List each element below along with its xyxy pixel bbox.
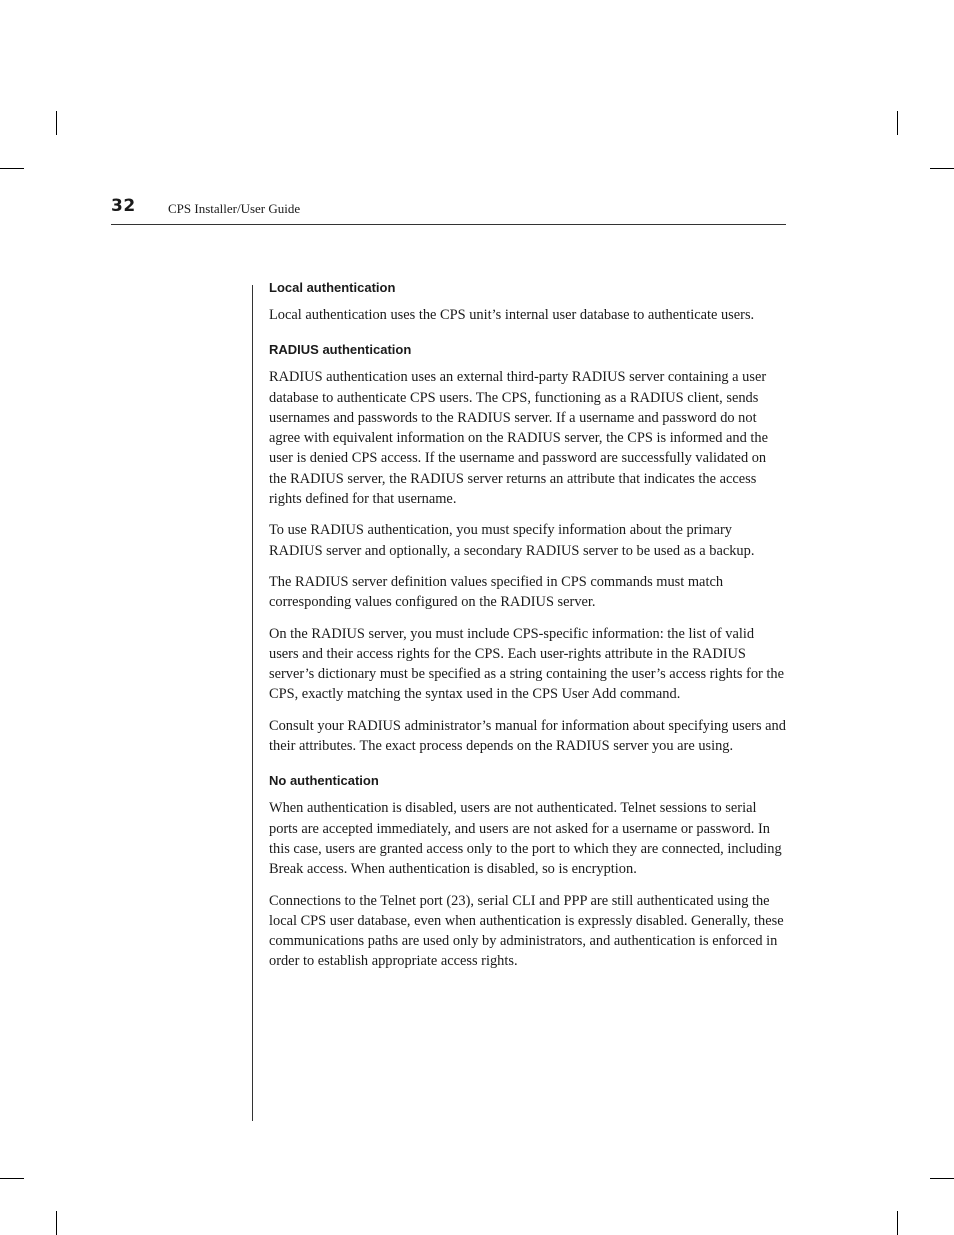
paragraph: When authentication is disabled, users are not authenticated. Telnet sessions to serial ports are accepted immediately, and users are not asked for a username or password. In this case, users are granted access only to the port to which they are connected, including Break access. When authentication is disabled, so is encryption. (269, 800, 782, 878)
running-title: CPS Installer/User Guide (168, 201, 301, 216)
paragraph: Local authentication uses the CPS unit’s internal user database to authenticate users. (269, 307, 755, 323)
paragraph: On the RADIUS server, you must include CPS-specific information: the list of valid users and their access rights for the CPS. Each user-rights attribute in the RADIUS server’s dictionary must be specified as a string containing the user’s access rights for the CPS, exactly matching the syntax used in the CPS User Add command. (269, 625, 784, 703)
crop-mark-bottom-left-horizontal (0, 1178, 24, 1179)
header-rule (111, 224, 786, 225)
paragraph: To use RADIUS authentication, you must specify information about the primary RADIUS server and optionally, a secondary RADIUS server to be used as a backup. (269, 522, 755, 559)
section-heading-no-authentication: No authentication (269, 773, 379, 789)
page-body (269, 279, 787, 983)
margin-rule (252, 285, 253, 1121)
paragraph: RADIUS authentication uses an external third-party RADIUS server containing a user database to authenticate CPS users. The CPS, functioning as a RADIUS client, sends usernames and passwords to the RADIUS server. If a username and password do not agree with equivalent information on the RADIUS server, the CPS is informed and the user is denied CPS access. If the username and password are successfully validated on the RADIUS server, the RADIUS server returns an attribute that indicates the access rights defined for that username. (269, 369, 768, 508)
paragraph: Consult your RADIUS administrator’s manual for information about specifying users and their attributes. The exact process depends on the RADIUS server you are using. (269, 717, 786, 755)
page-number: 32 (111, 196, 136, 216)
crop-mark-top-left-horizontal (0, 168, 24, 169)
crop-mark-bottom-right-horizontal (930, 1178, 954, 1179)
crop-mark-bottom-left-vertical (56, 1211, 57, 1235)
paragraph: The RADIUS server definition values specified in CPS commands must match corresponding values configured on the RADIUS server. (269, 573, 724, 611)
crop-mark-bottom-right-vertical (897, 1211, 898, 1235)
crop-mark-top-left-vertical (56, 111, 57, 135)
paragraph: Connections to the Telnet port (23), serial CLI and PPP are still authenticated using the local CPS user database, even when authentication is expressly disabled. Generally, these communications paths are used only by administrators, and authentication is enforced in order to establish appropriate access rights. (269, 892, 784, 970)
running-header (111, 196, 786, 224)
crop-mark-top-right-vertical (897, 111, 898, 135)
section-heading-radius-authentication: RADIUS authentication (269, 342, 412, 358)
crop-mark-top-right-horizontal (930, 168, 954, 169)
section-heading-local-authentication: Local authentication (269, 280, 396, 295)
